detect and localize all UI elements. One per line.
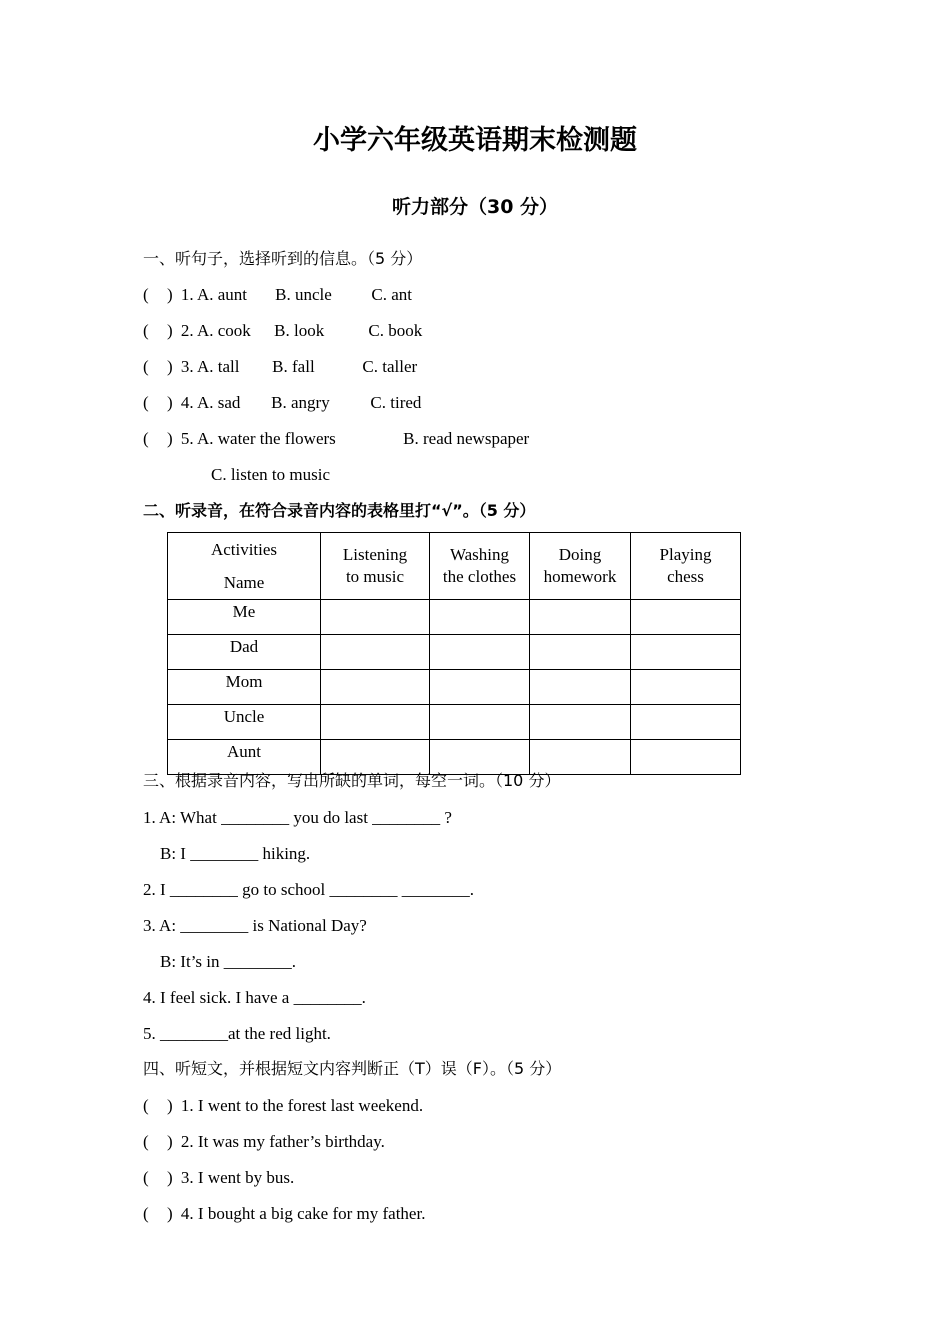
section4-item xyxy=(143,1203,425,1225)
check-cell[interactable] xyxy=(430,600,530,635)
check-cell[interactable] xyxy=(631,670,741,705)
answer-paren-open: ( xyxy=(143,321,149,340)
section1-item-3 xyxy=(143,356,417,378)
listening-subtitle: 听力部分（30 分） xyxy=(391,196,559,218)
check-cell[interactable] xyxy=(321,705,430,740)
answer-paren-open: ( xyxy=(143,1168,149,1187)
check-cell[interactable] xyxy=(321,635,430,670)
answer-paren-close: ) xyxy=(167,1096,173,1115)
answer-paren-open: ( xyxy=(143,393,149,412)
answer-paren-close: ) xyxy=(167,1168,173,1187)
row-name-cell: Dad xyxy=(168,635,321,670)
header-name: Name xyxy=(223,573,265,592)
answer-paren-close: ) xyxy=(167,1204,173,1223)
option-c: C. tired xyxy=(370,393,422,412)
statement-text: 4. I bought a big cake for my father. xyxy=(180,1204,426,1223)
table-row xyxy=(168,670,741,705)
check-cell[interactable] xyxy=(530,635,631,670)
page-title: 小学六年级英语期末检测题 xyxy=(313,125,637,156)
fill-blank-line: 3. A: ________ is National Day? xyxy=(143,916,367,935)
option-b: B. angry xyxy=(271,393,330,412)
section2-heading: 二、听录音，在符合录音内容的表格里打“√”。（5 分） xyxy=(143,501,536,520)
header-activities: Activities xyxy=(210,540,278,559)
statement-text: 3. I went by bus. xyxy=(180,1168,295,1187)
check-cell[interactable] xyxy=(631,705,741,740)
column-header-line2: homework xyxy=(543,567,617,586)
check-cell[interactable] xyxy=(530,705,631,740)
column-header xyxy=(321,533,430,600)
answer-paren-open: ( xyxy=(143,1096,149,1115)
option-a: 5. A. water the flowers xyxy=(180,429,336,448)
check-cell[interactable] xyxy=(631,635,741,670)
column-header xyxy=(430,533,530,600)
option-b: B. uncle xyxy=(275,285,332,304)
option-c: C. taller xyxy=(362,357,418,376)
answer-paren-close: ) xyxy=(167,1132,173,1151)
check-cell[interactable] xyxy=(530,600,631,635)
check-cell[interactable] xyxy=(631,600,741,635)
column-header-line1: Doing xyxy=(558,545,602,564)
section1-item-5-option-c: C. listen to music xyxy=(211,465,330,484)
column-header-line2: to music xyxy=(345,567,405,586)
check-cell[interactable] xyxy=(430,670,530,705)
option-c: C. book xyxy=(368,321,423,340)
answer-paren-close: ) xyxy=(167,321,173,340)
option-a: 3. A. tall xyxy=(180,357,240,376)
column-header xyxy=(631,533,741,600)
section1-item-4 xyxy=(143,392,421,414)
column-header-line2: the clothes xyxy=(442,567,517,586)
fill-blank-line: B: It’s in ________. xyxy=(160,952,297,971)
section1-item-1 xyxy=(143,284,412,306)
statement-text: 2. It was my father’s birthday. xyxy=(180,1132,385,1151)
table-header-row xyxy=(168,533,741,600)
option-b: B. fall xyxy=(272,357,315,376)
option-b: B. read newspaper xyxy=(403,429,530,448)
column-header-line1: Washing xyxy=(449,545,510,564)
answer-paren-open: ( xyxy=(143,285,149,304)
answer-paren-close: ) xyxy=(167,285,173,304)
section4-item xyxy=(143,1131,385,1153)
answer-paren-open: ( xyxy=(143,1204,149,1223)
section1-heading: 一、听句子，选择听到的信息。（5 分） xyxy=(143,249,423,268)
check-cell[interactable] xyxy=(321,600,430,635)
table-row xyxy=(168,635,741,670)
section4-item xyxy=(143,1095,423,1117)
statement-text: 1. I went to the forest last weekend. xyxy=(180,1096,424,1115)
row-name-cell: Uncle xyxy=(168,705,321,740)
check-cell[interactable] xyxy=(530,670,631,705)
row-name-cell: Aunt xyxy=(168,740,321,775)
fill-blank-line: 1. A: What ________ you do last ________ ? xyxy=(143,808,452,827)
table-row xyxy=(168,705,741,740)
check-cell[interactable] xyxy=(430,635,530,670)
option-c: C. ant xyxy=(371,285,413,304)
option-a: 1. A. aunt xyxy=(180,285,248,304)
column-header-line2: chess xyxy=(667,567,704,586)
table-row xyxy=(168,600,741,635)
option-a: 4. A. sad xyxy=(180,393,241,412)
section3-heading: 三、根据录音内容，写出所缺的单词，每空一词。（10 分） xyxy=(143,771,561,790)
activities-table xyxy=(167,532,741,775)
check-cell[interactable] xyxy=(321,670,430,705)
option-a: 2. A. cook xyxy=(180,321,251,340)
option-b: B. look xyxy=(274,321,325,340)
answer-paren-close: ) xyxy=(167,357,173,376)
corner-header-cell xyxy=(168,533,321,600)
answer-paren-open: ( xyxy=(143,357,149,376)
column-header-line1: Listening xyxy=(342,545,408,564)
answer-paren-open: ( xyxy=(143,429,149,448)
section4-heading: 四、听短文，并根据短文内容判断正（T）误（F）。（5 分） xyxy=(143,1059,562,1078)
column-header-line1: Playing xyxy=(659,545,712,564)
fill-blank-line: B: I ________ hiking. xyxy=(160,844,311,863)
check-cell[interactable] xyxy=(430,705,530,740)
check-cell[interactable] xyxy=(631,740,741,775)
answer-paren-open: ( xyxy=(143,1132,149,1151)
fill-blank-line: 4. I feel sick. I have a ________. xyxy=(143,988,366,1007)
section1-item-5 xyxy=(143,428,529,450)
section1-item-2 xyxy=(143,320,422,342)
answer-paren-close: ) xyxy=(167,429,173,448)
fill-blank-line: 2. I ________ go to school ________ ________. xyxy=(143,880,475,899)
row-name-cell: Mom xyxy=(168,670,321,705)
column-header xyxy=(530,533,631,600)
answer-paren-close: ) xyxy=(167,393,173,412)
section4-item xyxy=(143,1167,294,1189)
fill-blank-line: 5. ________at the red light. xyxy=(143,1024,331,1043)
row-name-cell: Me xyxy=(168,600,321,635)
